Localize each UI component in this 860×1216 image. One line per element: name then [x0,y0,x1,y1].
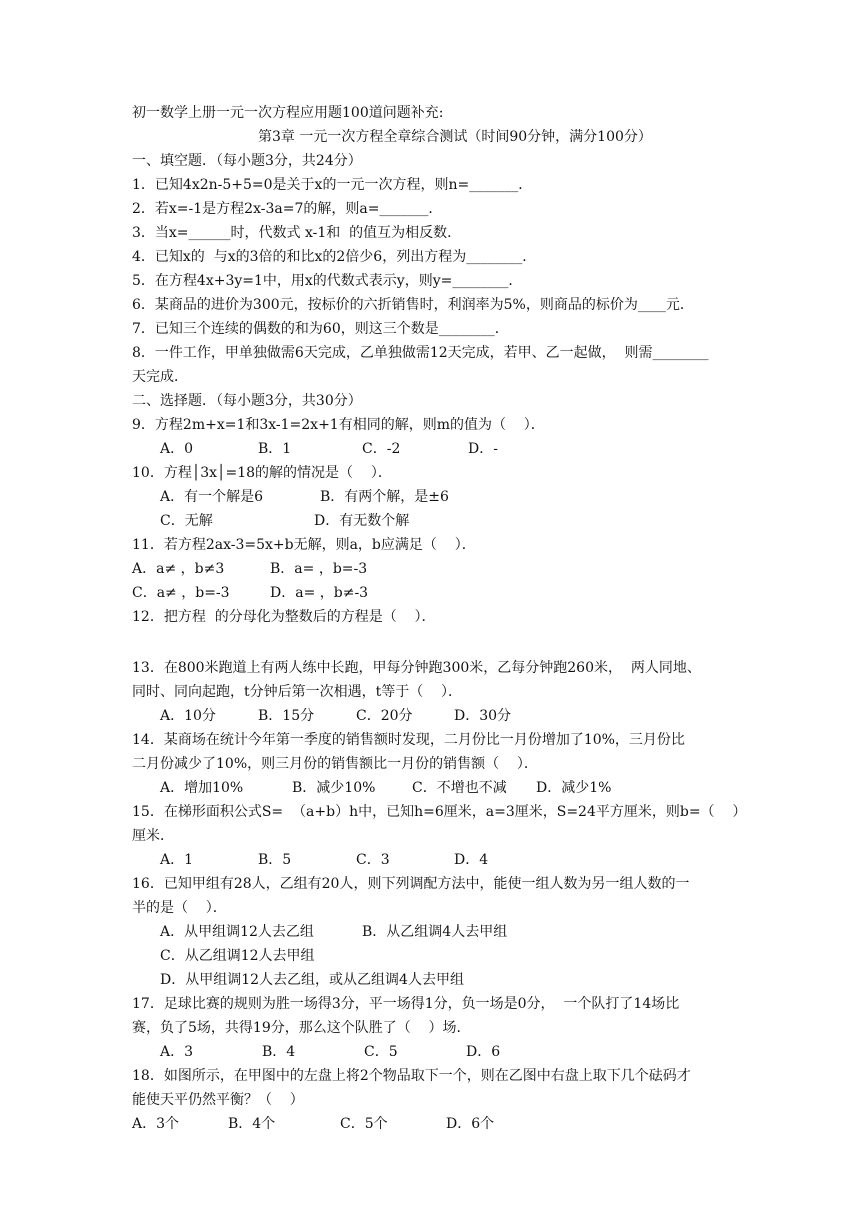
q11-option-c: C．a≠ ，b=-3 [132,585,230,601]
q18-option-b: B．4个 [228,1116,276,1132]
q16-option-b: B．从乙组调4人去甲组 [362,924,508,940]
question-15-line-2: 厘米． [132,828,174,844]
question-2: 2．若x=-1是方程2x-3a=7的解，则a=_______． [132,201,443,217]
q17-option-c: C．5 [364,1044,398,1060]
q18-option-a: A．3个 [132,1116,180,1132]
question-5: 5．在方程4x+3y=1中，用x的代数式表示y，则y=________． [132,273,523,289]
q11-option-d: D．a= ，b≠-3 [270,585,369,601]
question-10: 10．方程│3x│=18的解的情况是（ ）． [132,465,392,481]
q14-option-c: C．不增也不减 [412,780,507,796]
q10-option-d: D．有无数个解 [314,513,410,529]
question-9: 9．方程2m+x=1和3x-1=2x+1有相同的解，则m的值为（ ）． [132,417,545,433]
question-18-line-1: 18．如图所示，在甲图中的左盘上将2个物品取下一个，则在乙图中右盘上取下几个砝码才 [132,1068,691,1084]
section-multiple-choice: 二、选择题．（每小题3分，共30分） [132,393,362,409]
question-8-line-2: 天完成． [132,369,188,385]
section-fill-in: 一、填空题．（每小题3分，共24分） [132,153,362,169]
q17-option-a: A．3 [160,1044,194,1060]
q15-option-b: B．5 [258,852,292,868]
q9-option-c: C．-2 [362,441,401,457]
q16-option-d: D．从甲组调12人去乙组，或从乙组调4人去甲组 [160,972,464,988]
q11-option-a: A．a≠ ，b≠3 [132,561,225,577]
q17-option-d: D．6 [466,1044,501,1060]
q16-option-c: C．从乙组调12人去甲组 [160,948,315,964]
q15-option-a: A．1 [160,852,194,868]
question-13-line-2: 同时、同向起跑，t分钟后第一次相遇，t等于（ ）． [132,684,463,700]
q9-option-d: D．- [468,441,498,457]
q13-option-a: A．10分 [160,708,216,724]
q14-option-d: D．减少1% [536,780,612,796]
q10-option-c: C．无解 [160,513,213,529]
question-16-line-2: 半的是（ ）． [132,900,227,916]
q15-option-c: C．3 [356,852,390,868]
q11-option-b: B．a= ，b=-3 [270,561,368,577]
question-14-line-1: 14．某商场在统计今年第一季度的销售额时发现，二月份比一月份增加了10%，三月份比 [132,732,685,748]
q16-option-a: A．从甲组调12人去乙组 [160,924,314,940]
q14-option-a: A．增加10% [160,780,244,796]
q13-option-b: B．15分 [258,708,315,724]
q18-option-d: D．6个 [446,1116,495,1132]
question-13-line-1: 13．在800米跑道上有两人练中长跑，甲每分钟跑300米，乙每分钟跑260米， 两人同地、 [132,660,701,676]
question-15-line-1: 15．在梯形面积公式S= （a+b）h中，已知h=6厘米，a=3厘米，S=24平方厘米，则b=（ ） [132,804,747,820]
question-3: 3．当x=______时，代数式 x-1和 的值互为相反数． [132,225,462,241]
q9-option-b: B．1 [258,441,292,457]
test-title: 第3章 一元一次方程全章综合测试（时间90分钟，满分100分） [258,129,652,145]
question-4: 4．已知x的 与x的3倍的和比x的2倍少6，列出方程为________． [132,249,537,265]
question-18-line-2: 能使天平仍然平衡？（ ） [132,1092,304,1108]
q18-option-c: C．5个 [340,1116,388,1132]
q17-option-b: B．4 [262,1044,296,1060]
question-11: 11．若方程2ax-3=5x+b无解，则a，b应满足（ ）． [132,537,476,553]
question-8-line-1: 8．一件工作，甲单独做需6天完成，乙单独做需12天完成，若甲、乙一起做， 则需________ [132,345,709,361]
question-16-line-1: 16．已知甲组有28人，乙组有20人，则下列调配方法中，能使一组人数为另一组人数的一 [132,876,690,892]
question-17-line-2: 赛，负了5场，共得19分，那么这个队胜了（ ）场． [132,1020,471,1036]
q15-option-d: D．4 [454,852,489,868]
q13-option-d: D．30分 [454,708,512,724]
q9-option-a: A．0 [160,441,194,457]
document-heading: 初一数学上册一元一次方程应用题100道问题补充: [132,105,444,121]
q10-option-b: B．有两个解，是±6 [320,489,449,505]
q10-option-a: A．有一个解是6 [160,489,264,505]
question-6: 6．某商品的进价为300元，按标价的六折销售时，利润率为5%，则商品的标价为____元． [132,297,694,313]
question-14-line-2: 二月份减少了10%，则三月份的销售额比一月份的销售额（ ）． [132,756,538,772]
question-12: 12．把方程 的分母化为整数后的方程是（ ）． [132,609,436,625]
q13-option-c: C．20分 [356,708,413,724]
question-17-line-1: 17．足球比赛的规则为胜一场得3分，平一场得1分，负一场是0分， 一个队打了14场比 [132,996,680,1012]
question-1: 1．已知4x2n-5+5=0是关于x的一元一次方程，则n=_______． [132,177,533,193]
q14-option-b: B．减少10% [292,780,376,796]
question-7: 7．已知三个连续的偶数的和为60，则这三个数是________． [132,321,509,337]
